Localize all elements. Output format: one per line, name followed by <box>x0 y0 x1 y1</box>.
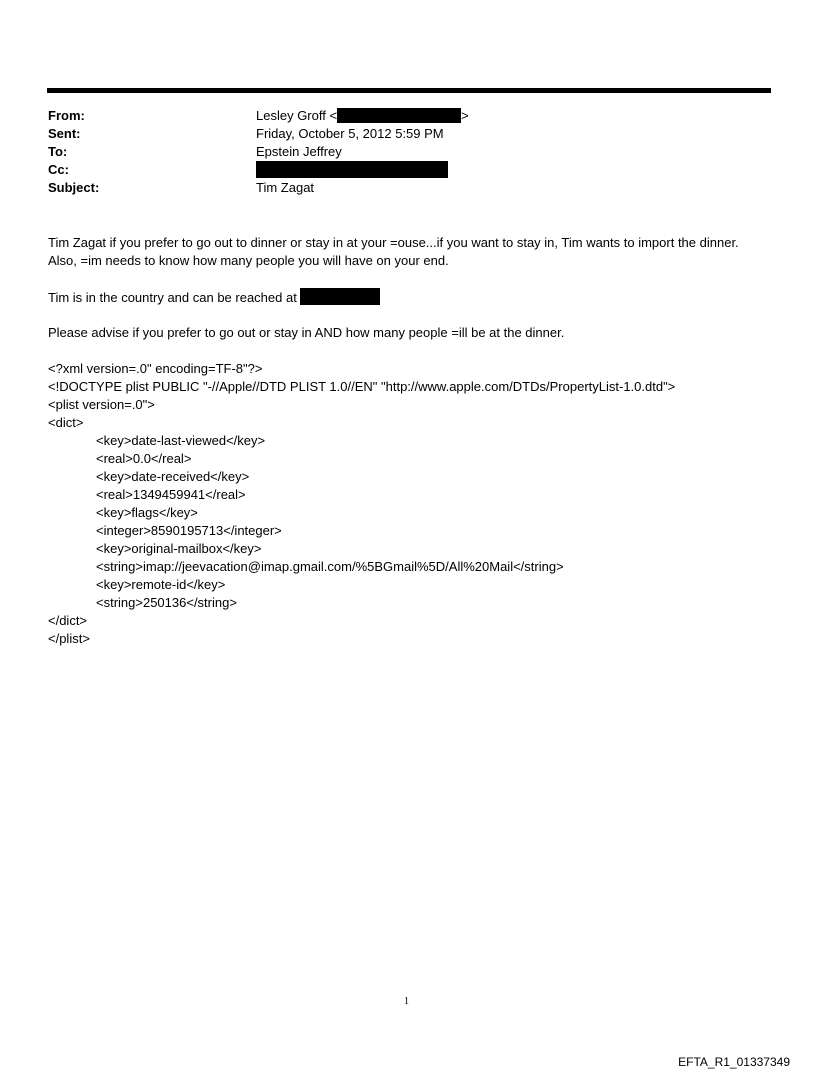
redaction-box <box>300 288 380 305</box>
subject-value: Tim Zagat <box>256 180 315 195</box>
to-label: To: <box>48 144 68 159</box>
body-paragraph-1: Tim Zagat if you prefer to go out to dinner or stay in at your =ouse...if you want to stay in, Tim wants to import the dinner. Also, =im needs to know how many people you will have on your end. <box>48 235 739 268</box>
from-suffix: > <box>461 108 469 123</box>
plist-line: </plist> <box>48 631 90 646</box>
plist-line: <real>1349459941</real> <box>96 487 246 502</box>
plist-line: <string>imap://jeevacation@imap.gmail.com/%5BGmail%5D/All%20Mail</string> <box>96 559 564 574</box>
to-value: Epstein Jeffrey <box>256 144 342 159</box>
redaction-box <box>337 108 461 123</box>
document-id: EFTA_R1_01337349 <box>678 1055 790 1069</box>
plist-line: <key>remote-id</key> <box>96 577 226 592</box>
plist-line: <key>original-mailbox</key> <box>96 541 262 556</box>
plist-line: <key>date-last-viewed</key> <box>96 433 266 448</box>
plist-line: <key>flags</key> <box>96 505 198 520</box>
body-paragraph-3: Please advise if you prefer to go out or stay in AND how many people =ill be at the dinner. <box>48 325 565 340</box>
plist-line: <real>0.0</real> <box>96 451 192 466</box>
sent-value: Friday, October 5, 2012 5:59 PM <box>256 126 444 141</box>
plist-line: <?xml version=.0" encoding=TF-8"?> <box>48 361 263 376</box>
page-number: 1 <box>404 996 409 1007</box>
cc-value <box>256 161 448 180</box>
plist-line: <!DOCTYPE plist PUBLIC "-//Apple//DTD PLIST 1.0//EN" "http://www.apple.com/DTDs/PropertyList-1.0.dtd"> <box>48 379 676 394</box>
header-divider <box>47 88 771 93</box>
sent-label: Sent: <box>48 126 81 141</box>
redaction-box <box>256 161 448 178</box>
from-name: Lesley Groff < <box>256 108 338 123</box>
subject-label: Subject: <box>48 180 100 195</box>
plist-line: </dict> <box>48 613 88 628</box>
from-value <box>256 107 469 125</box>
cc-label: Cc: <box>48 162 69 177</box>
plist-line: <key>date-received</key> <box>96 469 250 484</box>
body-paragraph-2 <box>48 288 768 307</box>
plist-line: <plist version=.0"> <box>48 397 155 412</box>
plist-line: <dict> <box>48 415 84 430</box>
plist-line: <integer>8590195713</integer> <box>96 523 282 538</box>
body-paragraph-2-text: Tim is in the country and can be reached at <box>48 290 301 305</box>
from-label: From: <box>48 108 85 123</box>
plist-line: <string>250136</string> <box>96 595 237 610</box>
